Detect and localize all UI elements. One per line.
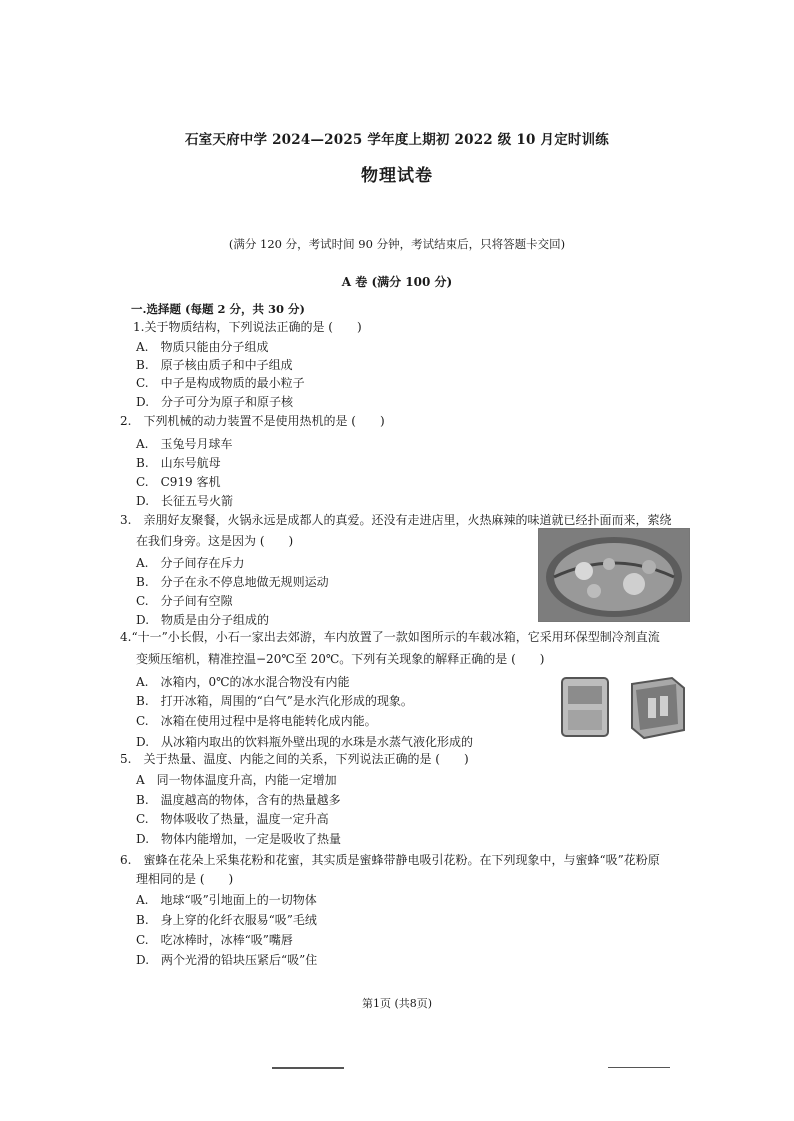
question-5-option-b: B. 温度越高的物体，含有的热量越多 — [136, 793, 341, 807]
question-2-option-a: A. 玉兔号月球车 — [136, 437, 233, 451]
question-2-stem: 2. 下列机械的动力装置不是使用热机的是 ( ) — [120, 414, 385, 428]
question-4-stem-line-1: 4.“十一”小长假，小石一家出去郊游，车内放置了一款如图所示的车载冰箱，它采用环保型制冷剂直流 — [120, 630, 660, 644]
question-6-stem-line-1: 6. 蜜蜂在花朵上采集花粉和花蜜，其实质是蜜蜂带静电吸引花粉。在下列现象中，与蜜蜂“吸”花粉原 — [120, 853, 660, 867]
hotpot-illustration — [539, 529, 689, 621]
question-5-option-d: D. 物体内能增加，一定是吸收了热量 — [136, 832, 342, 846]
question-2-option-b: B. 山东号航母 — [136, 456, 221, 470]
exam-info: (满分 120 分，考试时间 90 分钟，考试结束后，只将答题卡交回) — [228, 237, 566, 251]
school-exam-line: 石室天府中学 2024—2025 学年度上期初 2022 级 10 月定时训练 — [184, 132, 609, 148]
question-5-stem: 5. 关于热量、温度、内能之间的关系，下列说法正确的是 ( ) — [120, 752, 469, 766]
question-3-stem-line-2: 在我们身旁。这是因为 ( ) — [136, 534, 294, 548]
question-4-option-b: B. 打开冰箱，周围的“白气”是水汽化形成的现象。 — [136, 694, 413, 708]
scan-mark-left — [272, 1067, 344, 1069]
paper-title: 物理试卷 — [361, 166, 433, 186]
page-footer: 第1页 (共8页) — [361, 997, 433, 1010]
question-3-option-c: C. 分子间有空隙 — [136, 594, 233, 608]
question-1-option-b: B. 原子核由质子和中子组成 — [136, 358, 293, 372]
question-6-option-b: B. 身上穿的化纤衣服易“吸”毛绒 — [136, 913, 317, 927]
question-6-stem-line-2: 理相同的是 ( ) — [136, 872, 234, 886]
hotpot-photo — [538, 528, 690, 622]
question-3-option-b: B. 分子在永不停息地做无规则运动 — [136, 575, 329, 589]
question-4-option-c: C. 冰箱在使用过程中是将电能转化成内能。 — [136, 714, 377, 728]
section-title: 一.选择题 (每题 2 分，共 30 分) — [131, 302, 305, 316]
question-1-option-c: C. 中子是构成物质的最小粒子 — [136, 376, 305, 390]
question-3-option-d: D. 物质是由分子组成的 — [136, 613, 270, 627]
question-1-option-a: A. 物质只能由分子组成 — [136, 340, 269, 354]
part-a-title: A 卷 (满分 100 分) — [341, 275, 453, 289]
question-6-option-d: D. 两个光滑的铅块压紧后“吸”住 — [136, 953, 318, 967]
question-1-stem: 1.关于物质结构，下列说法正确的是 ( ) — [133, 320, 362, 334]
question-4-stem-line-2: 变频压缩机，精准控温−20℃至 20℃。下列有关现象的解释正确的是 ( ) — [136, 652, 545, 666]
question-6-option-c: C. 吃冰棒时，冰棒“吸”嘴唇 — [136, 933, 293, 947]
question-6-option-a: A. 地球“吸”引地面上的一切物体 — [136, 893, 317, 907]
question-1-option-d: D. 分子可分为原子和原子核 — [136, 395, 294, 409]
question-5-option-a: A 同一物体温度升高，内能一定增加 — [136, 773, 337, 787]
question-4-option-a: A. 冰箱内，0℃的冰水混合物没有内能 — [136, 675, 350, 689]
question-2-option-c: C. C919 客机 — [136, 475, 221, 489]
question-3-option-a: A. 分子间存在斥力 — [136, 556, 245, 570]
car-fridge-photo — [552, 670, 692, 744]
question-3-stem-line-1: 3. 亲朋好友聚餐，火锅永远是成都人的真爱。还没有走进店里，火热麻辣的味道就已经扑面而来，萦绕 — [120, 513, 672, 527]
question-5-option-c: C. 物体吸收了热量，温度一定升高 — [136, 812, 329, 826]
scan-mark-right — [608, 1067, 670, 1068]
question-2-option-d: D. 长征五号火箭 — [136, 494, 234, 508]
question-4-option-d: D. 从冰箱内取出的饮料瓶外壁出现的水珠是水蒸气液化形成的 — [136, 735, 474, 749]
